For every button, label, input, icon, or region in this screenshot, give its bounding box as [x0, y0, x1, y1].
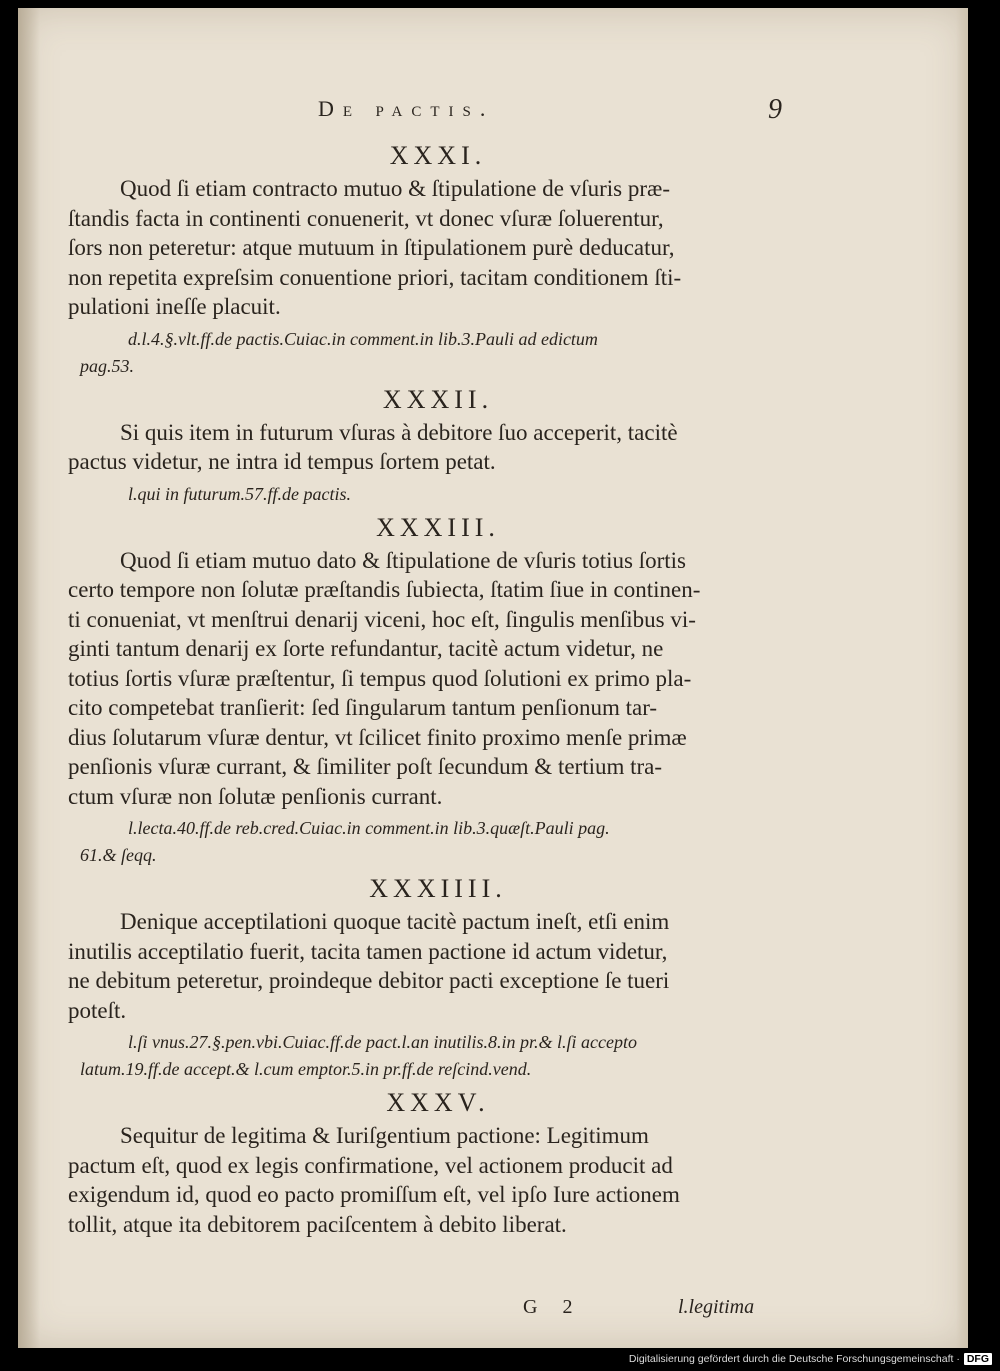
- section-number: XXXIII.: [376, 512, 500, 542]
- section-number: XXXI.: [389, 141, 487, 170]
- section-paragraph: [68, 1121, 808, 1239]
- section-number: XXXIIII.: [369, 874, 507, 903]
- citation-line: l.ſi vnus.27.§.pen.vbi.Cuiac.ff.de pact.l.an inutilis.8.in pr.& l.ſi accepto: [128, 1032, 637, 1052]
- text-line: cito competebat tranſierit: ſed ſingularum tantum penſionum tar-: [68, 695, 658, 720]
- book-page: [18, 8, 968, 1348]
- text-line: Sequitur de legitima & Iuriſgentium pactione: Legitimum: [120, 1123, 649, 1148]
- section-paragraph: [68, 907, 808, 1025]
- text-line: pulationi ineſſe placuit.: [68, 294, 281, 319]
- legal-citation: [68, 326, 808, 380]
- text-line: pactus videtur, ne intra id tempus ſortem petat.: [68, 449, 496, 474]
- text-line: ti conueniat, vt menſtrui denarij viceni, hoc eſt, ſingulis menſibus vi-: [68, 606, 696, 632]
- section-paragraph: [68, 546, 808, 812]
- text-line: penſionis vſuræ currant, & ſimiliter poſt ſecundum & tertium tra-: [68, 754, 663, 779]
- citation-line: latum.19.ff.de accept.& l.cum emptor.5.in pr.ff.de reſcind.vend.: [80, 1059, 532, 1079]
- text-line: ne debitum peteretur, proindeque debitor pacti exceptione ſe tueri: [68, 968, 670, 993]
- citation-line: l.lecta.40.ff.de reb.cred.Cuiac.in comment.in lib.3.quæſt.Pauli pag.: [128, 818, 610, 838]
- section-paragraph: [68, 174, 808, 322]
- page-edge-shadow: [956, 8, 968, 1348]
- text-line: Quod ſi etiam mutuo dato & ſtipulatione de vſuris totius ſortis: [120, 547, 687, 573]
- legal-citation: [68, 1029, 808, 1083]
- legal-citation: [68, 815, 808, 869]
- text-line: tollit, atque ita debitorem paciſcentem à debito liberat.: [68, 1211, 567, 1237]
- text-line: ginti tantum denarij ex ſorte refundantur, tacitè actum videtur, ne: [68, 636, 664, 661]
- citation-line: l.qui in futurum.57.ff.de pactis.: [128, 483, 351, 504]
- text-line: ctum vſuræ non ſolutæ penſionis currant.: [68, 783, 443, 809]
- text-line: pactum eſt, quod ex legis confirmatione, vel actionem producit ad: [68, 1152, 673, 1178]
- text-line: Si quis item in futurum vſuras à debitore ſuo acceperit, tacitè: [120, 419, 678, 445]
- section-paragraph: [68, 418, 808, 477]
- text-line: ſors non peteretur: atque mutuum in ſtipulationem purè deducatur,: [68, 235, 675, 260]
- dfg-logo: DFG: [964, 1353, 992, 1365]
- text-line: dius ſolutarum vſuræ dentur, vt ſcilicet finito proximo menſe primæ: [68, 724, 687, 750]
- page-body: [68, 136, 808, 1318]
- text-line: poteſt.: [68, 997, 127, 1023]
- running-head: De pactis.: [318, 96, 495, 121]
- section-number: XXXV.: [386, 1088, 490, 1117]
- page-footer: [68, 1296, 808, 1326]
- page-number: 9: [768, 94, 782, 125]
- signature-mark: G 2: [523, 1296, 583, 1318]
- credit-text: Digitalisierung gefördert durch die Deutsche Forschungsgemeinschaft ·: [628, 1353, 960, 1365]
- text-line: ſtandis facta in continenti conuenerit, vt donec vſuræ ſoluerentur,: [68, 205, 664, 231]
- legal-citation: [68, 481, 808, 508]
- text-line: totius ſortis vſuræ præſtentur, ſi tempus quod ſolutioni ex primo pla-: [68, 665, 692, 691]
- text-line: certo tempore non ſolutæ præſtandis ſubiecta, ſtatim ſiue in continen-: [68, 577, 701, 602]
- citation-line: 61.& ſeqq.: [80, 845, 157, 865]
- catchword: l.legitima: [678, 1296, 755, 1318]
- page-spine-shadow: [18, 8, 40, 1348]
- text-line: non repetita expreſsim conuentione priori, tacitam conditionem ſti-: [68, 264, 682, 290]
- text-line: Denique acceptilationi quoque tacitè pactum ineſt, etſi enim: [120, 909, 670, 934]
- text-line: Quod ſi etiam contracto mutuo & ſtipulatione de vſuris præ-: [120, 176, 670, 201]
- digitization-credit: [629, 1353, 992, 1365]
- citation-line: d.l.4.§.vlt.ff.de pactis.Cuiac.in comment.in lib.3.Pauli ad edictum: [128, 328, 598, 349]
- text-line: exigendum id, quod eo pacto promiſſum eſt, vel ipſo Iure actionem: [68, 1182, 680, 1207]
- section-number: XXXII.: [382, 384, 494, 414]
- text-line: inutilis acceptilatio fuerit, tacita tamen pactione id actum videtur,: [68, 938, 668, 964]
- citation-line: pag.53.: [80, 355, 134, 376]
